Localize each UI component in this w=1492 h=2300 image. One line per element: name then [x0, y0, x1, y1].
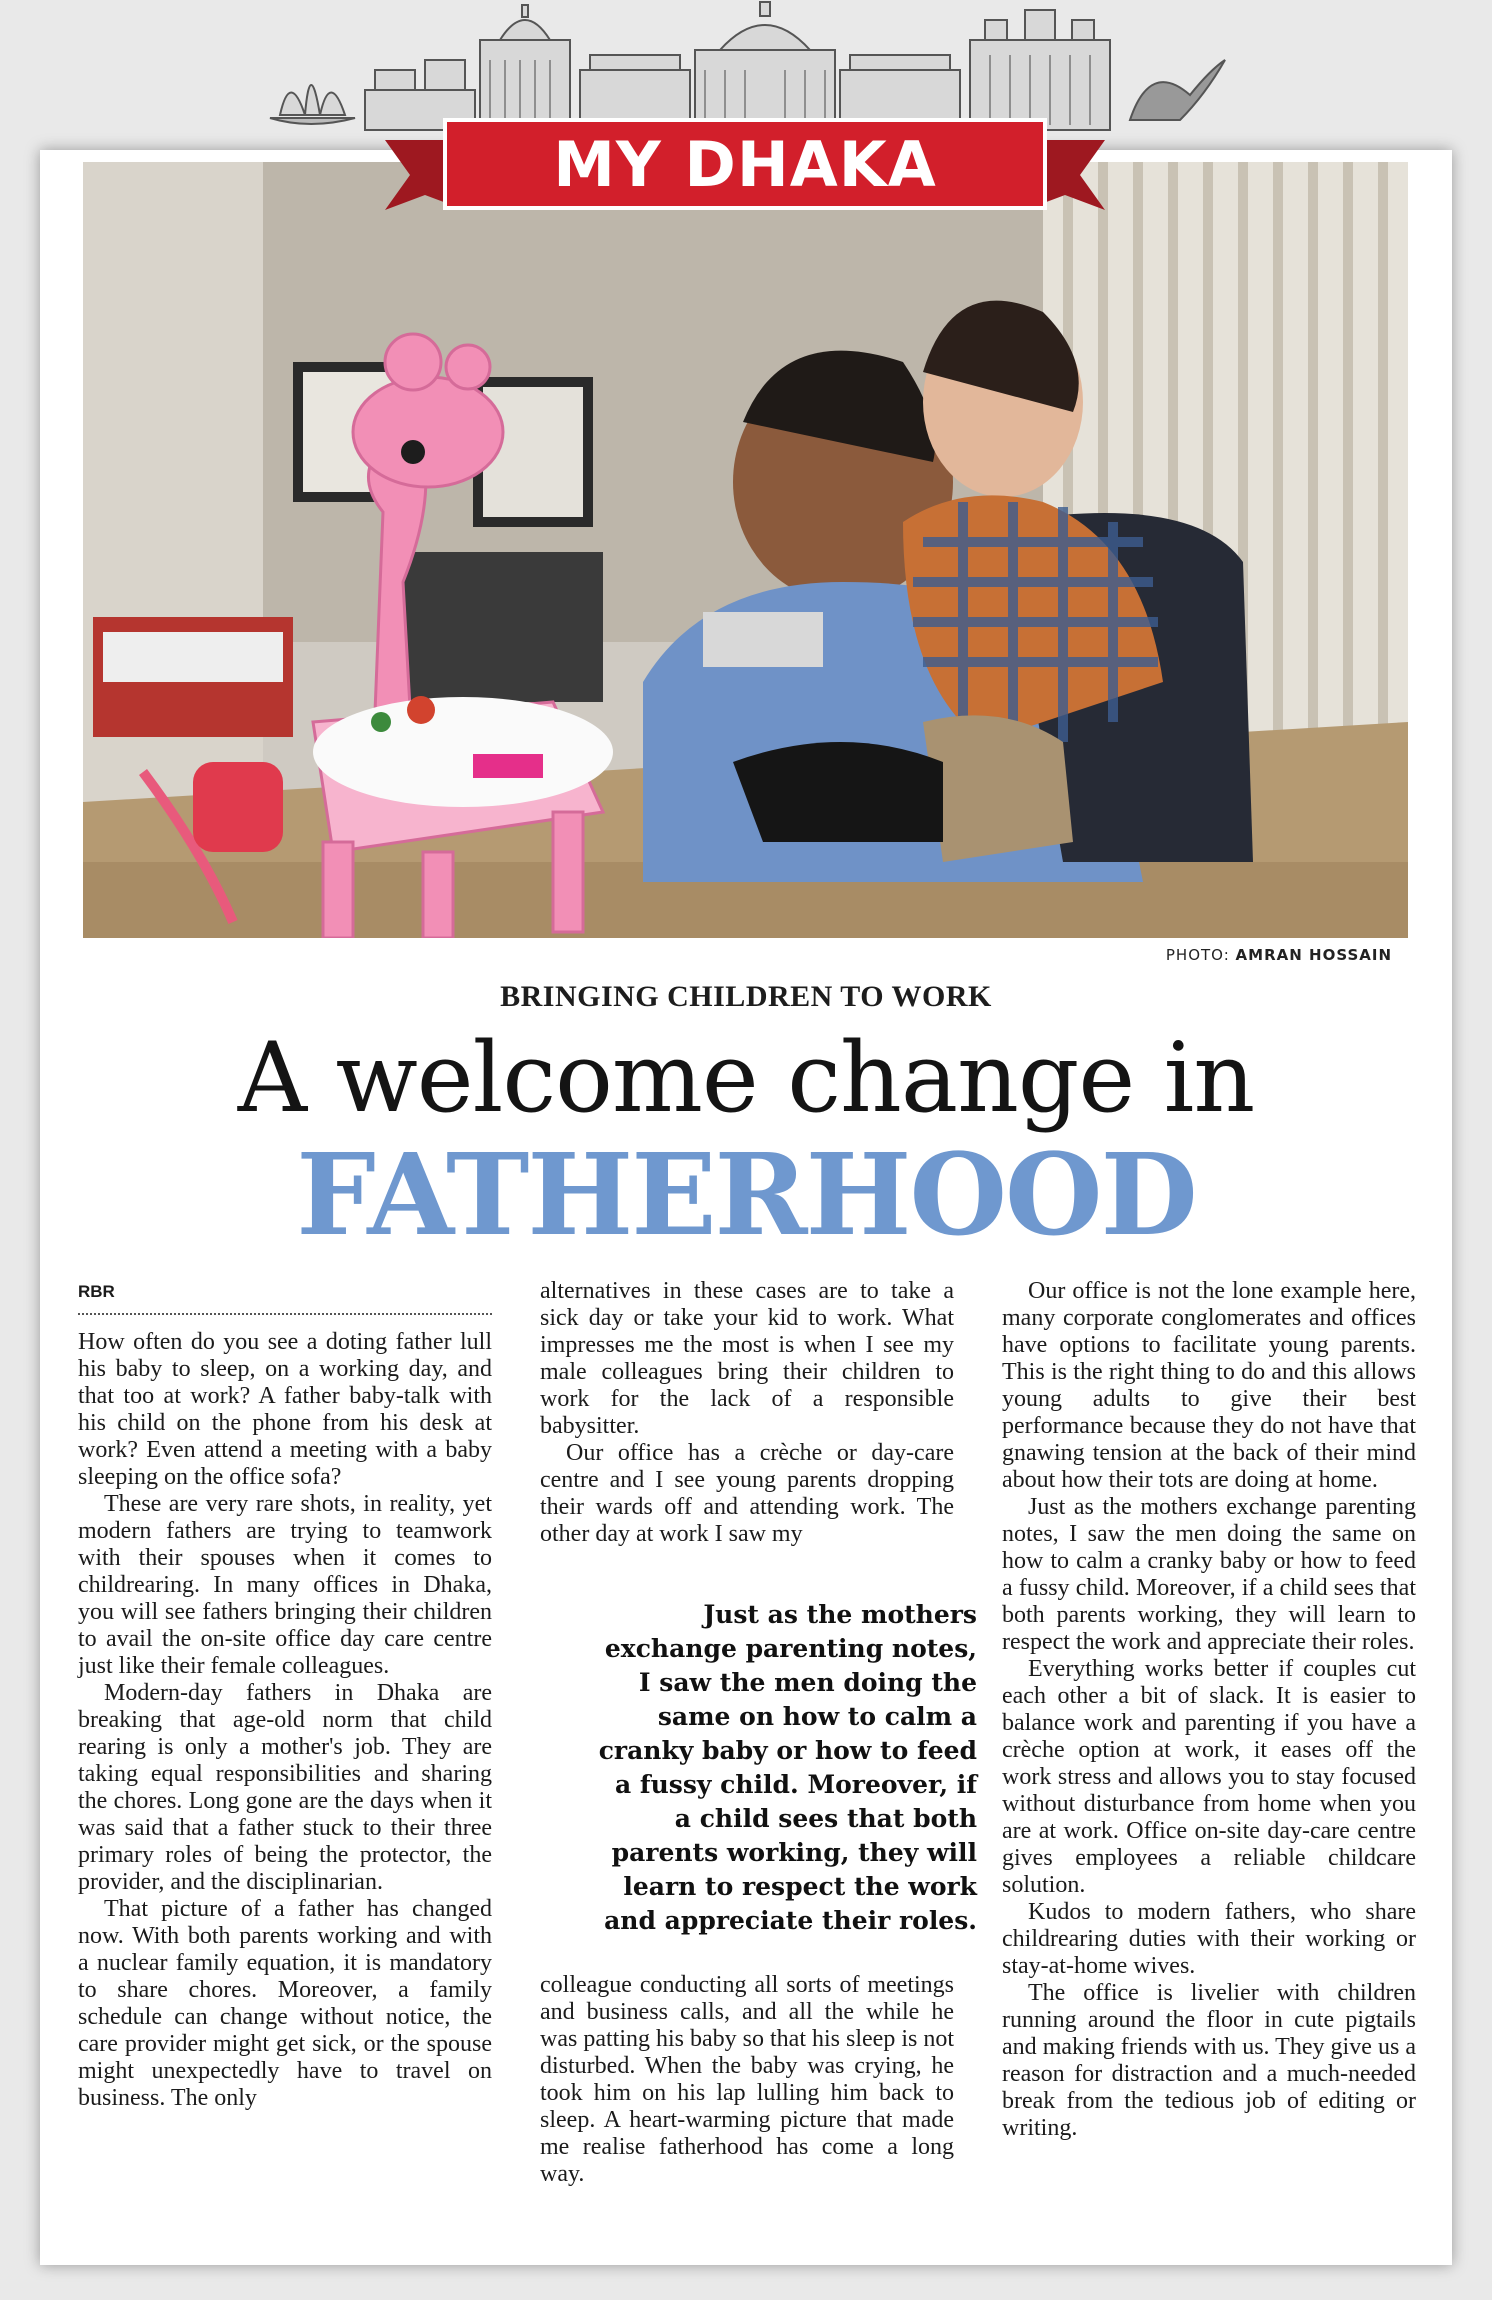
column-left	[78, 1278, 492, 2112]
byline: RBR	[78, 1278, 492, 1315]
photo-credit	[1166, 946, 1392, 964]
lotus-icon	[270, 85, 355, 124]
photo-credit-label: PHOTO:	[1165, 946, 1230, 964]
paragraph: alternatives in these cases are to take a sick day or take your kid to work. What impresses me the most is when I see my male colleagues bring their children to work for the lack of a responsible babysitter.	[540, 1278, 954, 1439]
paragraph: Our office is not the lone example here, many corporate conglomerates and offices have options to facilitate young parents. This is the right thing to do and this allows young adults to give their best performance because they do not have that gnawing tension at the back of their mind about how their tots are doing at home.	[1002, 1278, 1416, 1493]
paragraph: Modern-day fathers in Dhaka are breaking that age-old norm that child rearing is only a mother's job. They are taking equal responsibilities and sharing the chores. Long gone are the days when it was said that a father stuck to their three primary roles of being the protector, the provider, and the disciplinarian.	[78, 1680, 492, 1895]
paragraph: Kudos to modern fathers, who share childrearing duties with their working or stay-at-home wives.	[1002, 1899, 1416, 1979]
paragraph: The office is livelier with children running around the floor in cute pigtails and making friends with us. They give us a reason for distraction and a much-needed break from the tedious job of editing or writing.	[1002, 1980, 1416, 2141]
article-photo	[83, 162, 1408, 938]
pull-quote: Just as the mothers exchange parenting notes, I saw the men doing the same on how to calm a cranky baby or how to feed a fussy child. Moreover, if a child sees that both parents working, they will learn to respect the work and appreciate their roles.	[598, 1600, 977, 1935]
headline-line1: A welcome change in	[237, 1022, 1255, 1134]
section-title: MY DHAKA	[553, 127, 937, 201]
paragraph: Just as the mothers exchange parenting notes, I saw the men doing the same on how to calm a cranky baby or how to feed a fussy child. Moreover, if a child sees that both parents working, they will learn to respect the work and appreciate their roles.	[1002, 1494, 1416, 1655]
paragraph: These are very rare shots, in reality, yet modern fathers are trying to teamwork with their spouses when it comes to childrearing. In many offices in Dhaka, you will see fathers bringing their children to avail the on-site office day care centre just like their female colleagues.	[78, 1491, 492, 1679]
column-right	[1002, 1278, 1416, 2142]
column-middle-bottom	[540, 1972, 954, 2188]
column-middle-top	[540, 1278, 954, 1548]
headline-line2: FATHERHOOD	[296, 1130, 1196, 1261]
kicker: BRINGING CHILDREN TO WORK	[500, 980, 992, 1013]
paragraph: Our office has a crèche or day-care centre and I see young parents dropping their wards off and attending work. The other day at work I saw my	[540, 1440, 954, 1547]
photo-credit-name: AMRAN HOSSAIN	[1235, 946, 1392, 964]
paragraph: How often do you see a doting father lull his baby to sleep, on a working day, and that too at work? A father baby-talk with his child on the phone from his desk at work? Even attend a meeting with a baby sleeping on the office sofa?	[78, 1329, 492, 1490]
paragraph: Everything works better if couples cut each other a bit of slack. It is easier to balance work and parenting if you have a crèche option at work, it eases off the work stress and allows you to stay focused without disturbance from home when you are at work. Office on-site day-care centre gives employees a reliable childcare solution.	[1002, 1656, 1416, 1898]
paragraph: That picture of a father has changed now. With both parents working and with a nuclear family equation, it is mandatory to share chores. Moreover, a family schedule can change without notice, the care provider might get sick, or the spouse might unexpectedly have to travel on business. The only	[78, 1896, 492, 2111]
paragraph: colleague conducting all sorts of meetings and business calls, and all the while he was patting his baby so that his sleep is not disturbed. When the baby was crying, he took him on his lap lulling him back to sleep. A heart-warming picture that made me realise fatherhood has come a long way.	[540, 1972, 954, 2187]
magpie-bird-icon	[1130, 60, 1225, 120]
article-page	[40, 127, 1452, 2265]
